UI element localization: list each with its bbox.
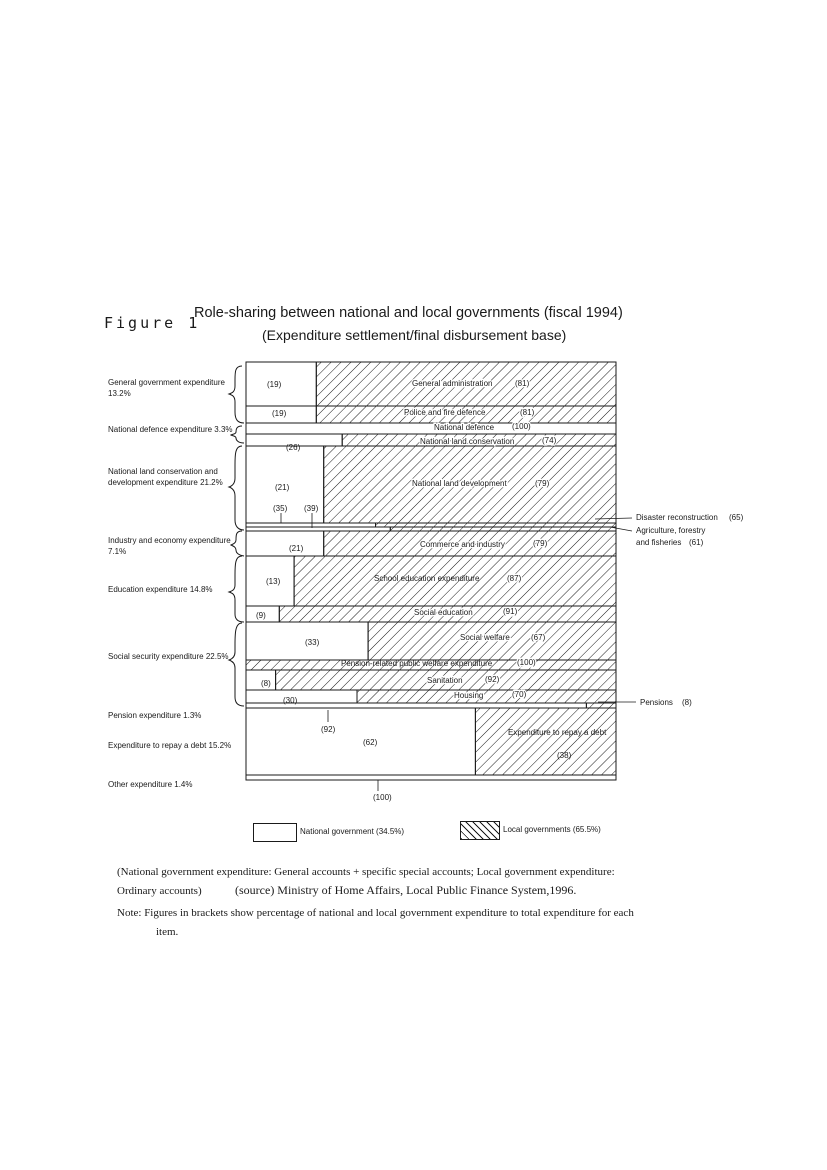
value-label-ga-national: (19) [267,380,282,389]
bar-label-defence: National defence [434,423,495,432]
value-label-se-local: (87) [507,574,522,583]
bar-label-social-education: Social education [414,608,473,617]
brace-industry [231,531,244,556]
brace-land [229,446,244,530]
category-label-pension: Pension expenditure 1.3% [108,711,202,720]
value-label-debt-local: (38) [557,751,572,760]
bar-label-disaster: Disaster reconstruction [636,513,718,522]
value-label-ci-national: (21) [289,544,304,553]
bar-national-2 [246,423,616,434]
note-line-1: (National government expenditure: General accounts + specific special accounts; Local government expenditure: [117,866,615,878]
bar-label-sanitation: Sanitation [427,676,463,685]
bar-national-6 [246,527,390,531]
value-label-dr-local: (65) [729,513,744,522]
bar-local-15 [475,708,616,775]
category-label-defence: National defence expenditure 3.3% [108,425,233,434]
value-label-pf-national: (19) [272,409,287,418]
figure-title: Role-sharing between national and local governments (fiscal 1994) [194,305,623,321]
value-label-af-local: (61) [689,538,704,547]
figure-label: Figure 1 [104,314,201,332]
value-label-ci-local: (79) [533,539,548,548]
value-label-nld-local: (79) [535,479,550,488]
value-label-soe-local: (91) [503,607,518,616]
bar-national-13 [246,690,357,703]
category-label-general: General government expenditure 13.2% [108,378,225,398]
value-label-dr-national: (35) [273,504,288,513]
value-label-pension-welfare: (100) [517,658,536,667]
brace-social-security [229,623,244,706]
bar-local-13 [357,690,616,703]
value-label-pen-national: (92) [321,725,336,734]
note-line-4: item. [156,926,179,938]
bar-national-15 [246,708,475,775]
value-label-soe-national: (9) [256,611,266,620]
value-label-se-national: (13) [266,577,281,586]
value-label-debt-national: (62) [363,738,378,747]
bar-label-police: Police and fire defence [404,408,486,417]
value-label-pen-local: (8) [682,698,692,707]
value-label-hou-local: (70) [512,690,527,699]
category-label-land: National land conservation and development expenditure 21.2% [108,467,223,487]
bar-label-land-development: National land development [412,479,507,488]
brace-defence [231,426,244,443]
category-label-debt: Expenditure to repay a debt 15.2% [108,741,232,750]
note-source: (source) Ministry of Home Affairs, Local Public Finance System,1996. [235,883,577,897]
bar-local-14 [586,703,616,708]
legend-local-swatch [460,821,500,840]
value-label-sw-local: (67) [531,633,546,642]
brace-general [229,366,244,423]
figure-subtitle: (Expenditure settlement/final disbursement base) [262,327,567,343]
value-label-pf-local: (81) [520,408,535,417]
value-label-nlc-local: (74) [542,436,557,445]
bar-national-5 [246,523,376,527]
value-label-defence: (100) [512,422,531,431]
bar-label-commerce: Commerce and industry [420,540,505,549]
bar-label-debt: Expenditure to repay a debt [508,728,607,737]
category-label-other: Other expenditure 1.4% [108,780,193,789]
value-label-nlc-national: (26) [286,443,301,452]
value-label-ga-local: (81) [515,379,530,388]
bar-national-7 [246,531,324,556]
value-label-hou-national: (30) [283,696,298,705]
bar-label-pensions: Pensions [640,698,673,707]
legend-local-label: Local governments (65.5%) [503,825,601,834]
value-label-af-national: (39) [304,504,319,513]
bar-local-6 [390,527,616,531]
note-line-3: Note: Figures in brackets show percentage of national and local government expenditure to total expenditure for each [117,907,634,919]
category-label-education: Education expenditure 14.8% [108,585,213,594]
value-label-san-local: (92) [485,675,500,684]
bar-label-school: School education expenditure [374,574,480,583]
value-label-san-national: (8) [261,679,271,688]
category-label-social-security: Social security expenditure 22.5% [108,652,229,661]
value-label-other: (100) [373,793,392,802]
value-label-nld-national: (21) [275,483,290,492]
category-label-industry: Industry and economy expenditure 7.1% [108,536,231,556]
bar-label-housing: Housing [454,691,484,700]
value-label-sw-national: (33) [305,638,320,647]
note-line-2a: Ordinary accounts) [117,885,202,897]
bar-label-social-welfare: Social welfare [460,633,510,642]
legend-national-label: National government (34.5%) [300,827,405,836]
bar-label-agri-2: and fisheries [636,538,682,547]
bar-local-5 [376,523,617,527]
brace-education [229,556,244,622]
bar-label-general-administration: General administration [412,379,493,388]
bar-label-agri-1: Agriculture, forestry [636,526,706,535]
legend-national-swatch [253,823,297,842]
bar-label-pension-welfare: Pension-related public welfare expenditure [341,659,493,668]
bar-national-16 [246,775,616,780]
bar-label-land-conservation: National land conservation [420,437,515,446]
